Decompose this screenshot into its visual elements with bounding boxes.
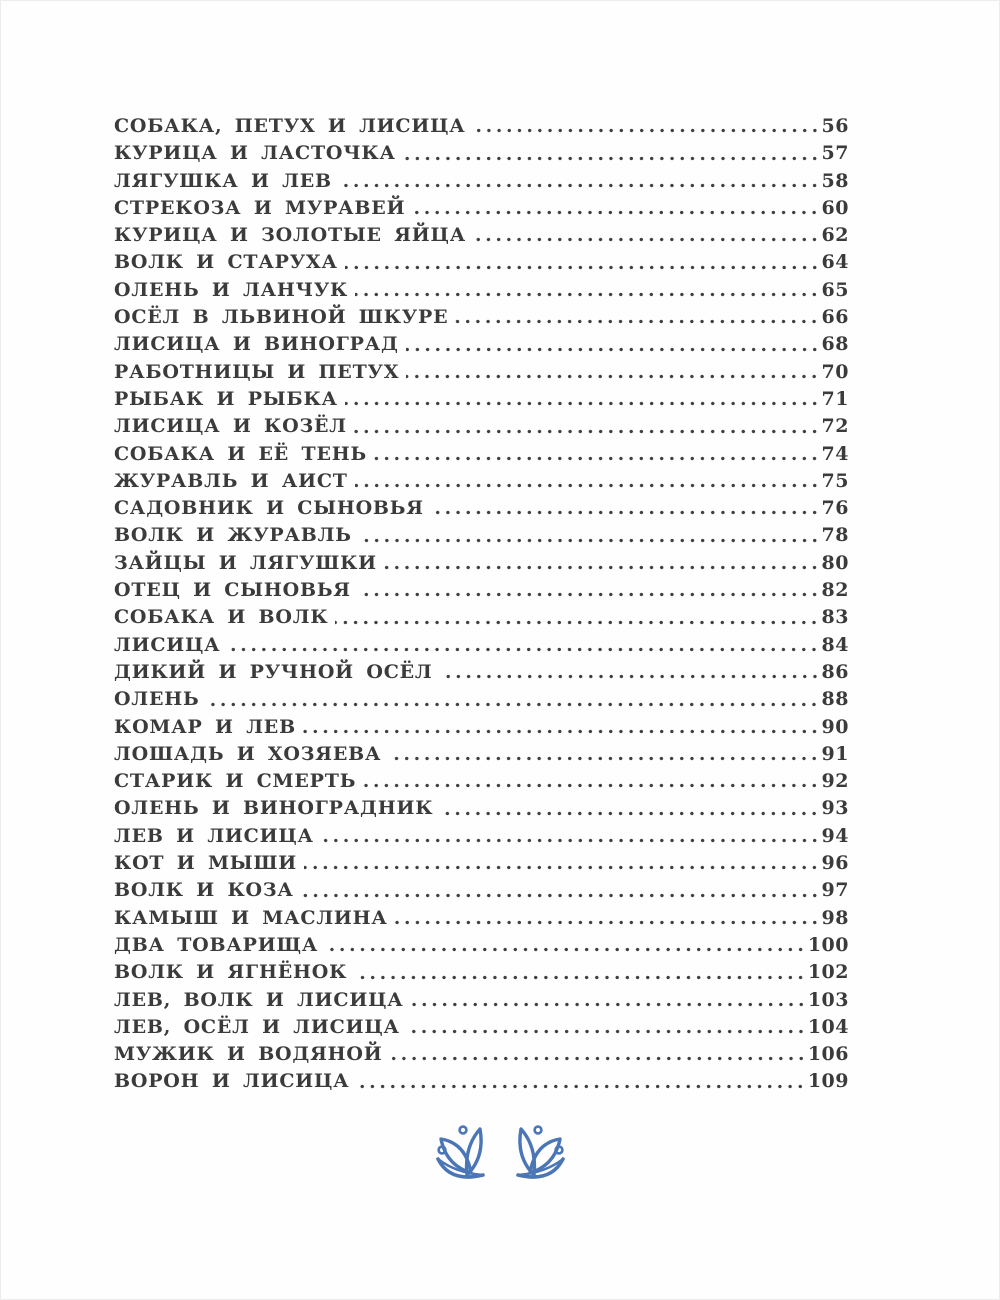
toc-entry-title: ВОЛК И КОЗА: [114, 879, 294, 902]
dot-leader: [354, 413, 821, 440]
toc-entry-title: КУРИЦА И ЛАСТОЧКА: [114, 142, 396, 165]
toc-entry-page: 65: [821, 278, 849, 301]
toc-entry-page: 71: [821, 387, 849, 410]
toc-entry-page: 70: [821, 360, 849, 383]
toc-entry-page: 80: [821, 551, 849, 574]
toc-entry: [114, 249, 849, 276]
toc-entry-title: СОБАКА И ВОЛК: [114, 606, 329, 629]
toc-entry-title: САДОВНИК И СЫНОВЬЯ: [114, 497, 424, 520]
toc-entry-title: КОМАР И ЛЕВ: [114, 715, 296, 738]
toc-entry: [114, 686, 849, 713]
toc-entry-page: 76: [821, 497, 849, 520]
dot-leader: [358, 577, 821, 604]
toc-entry: [114, 823, 849, 850]
dot-leader: [355, 468, 821, 495]
toc-entry: [114, 1014, 849, 1041]
toc-entry-page: 98: [821, 906, 849, 929]
toc-entry-title: РАБОТНИЦЫ И ПЕТУХ: [114, 360, 400, 383]
toc-entry-page: 82: [821, 579, 849, 602]
toc-entry-page: 64: [821, 251, 849, 274]
toc-entry: [114, 1041, 849, 1068]
toc-entry-title: ДИКИЙ И РУЧНОЙ ОСЁЛ: [114, 660, 433, 683]
toc-entry: [114, 522, 849, 549]
toc-entry-page: 83: [821, 606, 849, 629]
toc-entry: [114, 168, 849, 195]
dot-leader: [455, 304, 820, 331]
dot-leader: [303, 714, 821, 741]
toc-entry-page: 72: [821, 415, 849, 438]
toc-entry-title: ЛЯГУШКА И ЛЕВ: [114, 169, 332, 192]
toc-entry: [114, 850, 849, 877]
leaf-ornament-right-icon: [509, 1121, 567, 1189]
dot-leader: [321, 823, 821, 850]
toc-entry-page: 97: [821, 879, 849, 902]
dot-leader: [431, 495, 821, 522]
dot-leader: [407, 1014, 807, 1041]
toc-entry-title: ЛОШАДЬ И ХОЗЯЕВА: [114, 742, 382, 765]
toc-entry: [114, 577, 849, 604]
toc-entry: [114, 659, 849, 686]
toc-entry-page: 91: [821, 742, 849, 765]
dot-leader: [440, 659, 821, 686]
toc-entry-page: 62: [821, 224, 849, 247]
toc-entry: [114, 359, 849, 386]
dot-leader: [406, 331, 821, 358]
toc-entry-title: ЛИСИЦА: [114, 633, 221, 656]
toc-entry-title: СОБАКА, ПЕТУХ И ЛИСИЦА: [114, 115, 466, 137]
toc-entry: [114, 304, 849, 331]
dot-leader: [359, 522, 821, 549]
toc-entry-title: ОТЕЦ И СЫНОВЬЯ: [114, 579, 351, 602]
toc-entry: [114, 714, 849, 741]
toc-entry-title: ВОРОН И ЛИСИЦА: [114, 1070, 350, 1093]
toc-entry-title: МУЖИК И ВОДЯНОЙ: [114, 1043, 383, 1066]
toc-entry-title: ЛЕВ И ЛИСИЦА: [114, 824, 314, 847]
dot-leader: [335, 604, 820, 631]
toc-entry-page: 104: [807, 1015, 849, 1038]
dot-leader: [355, 277, 820, 304]
dot-leader: [395, 905, 821, 932]
toc-entry-title: ЛЕВ, ВОЛК И ЛИСИЦА: [114, 988, 404, 1011]
toc-entry: [114, 932, 849, 959]
toc-entry-page: 56: [821, 115, 849, 137]
toc-entry-title: КАМЫШ И МАСЛИНА: [114, 906, 388, 929]
toc-entry-page: 100: [807, 933, 849, 956]
toc-entry: [114, 1068, 849, 1095]
toc-entry: [114, 386, 849, 413]
dot-leader: [411, 987, 807, 1014]
toc-entry-title: РЫБАК И РЫБКА: [114, 387, 338, 410]
toc-entry-title: КУРИЦА И ЗОЛОТЫЕ ЯЙЦА: [114, 224, 466, 247]
toc-entry-title: СОБАКА И ЕЁ ТЕНЬ: [114, 442, 367, 465]
toc-entry: [114, 877, 849, 904]
toc-entry-page: 75: [821, 469, 849, 492]
table-of-contents: [114, 113, 849, 1096]
toc-entry: [114, 495, 849, 522]
toc-entry: [114, 468, 849, 495]
toc-entry-page: 94: [821, 824, 849, 847]
toc-entry-page: 92: [821, 770, 849, 793]
toc-entry-title: ОЛЕНЬ И ВИНОГРАДНИК: [114, 797, 434, 820]
dot-leader: [384, 550, 821, 577]
toc-entry-page: 86: [821, 660, 849, 683]
dot-leader: [363, 768, 820, 795]
toc-entry-title: КОТ И МЫШИ: [114, 852, 298, 875]
dot-leader: [473, 113, 821, 140]
footer-ornaments: [1, 1121, 999, 1189]
dot-leader: [227, 632, 820, 659]
dot-leader: [412, 195, 820, 222]
toc-entry-page: 66: [821, 306, 849, 329]
toc-entry-title: ЗАЙЦЫ И ЛЯГУШКИ: [114, 551, 377, 574]
dot-leader: [354, 959, 807, 986]
toc-entry-title: ДВА ТОВАРИЩА: [114, 933, 319, 956]
toc-entry: [114, 795, 849, 822]
toc-entry-title: СТРЕКОЗА И МУРАВЕЙ: [114, 196, 406, 219]
toc-entry-title: ОЛЕНЬ: [114, 688, 200, 711]
toc-entry: [114, 905, 849, 932]
toc-entry-page: 93: [821, 797, 849, 820]
toc-entry-page: 109: [807, 1070, 849, 1093]
toc-entry: [114, 413, 849, 440]
toc-entry-title: ЖУРАВЛЬ И АИСТ: [114, 469, 348, 492]
toc-entry: [114, 331, 849, 358]
toc-entry-page: 102: [807, 961, 849, 984]
toc-entry-page: 88: [821, 688, 849, 711]
toc-entry: [114, 140, 849, 167]
toc-entry-title: ВОЛК И ЖУРАВЛЬ: [114, 524, 352, 547]
toc-entry: [114, 222, 849, 249]
dot-leader: [374, 441, 821, 468]
toc-entry-page: 78: [821, 524, 849, 547]
dot-leader: [356, 1068, 806, 1095]
toc-entry-page: 103: [807, 988, 849, 1011]
dot-leader: [473, 222, 821, 249]
toc-entry-title: ЛИСИЦА И ВИНОГРАД: [114, 333, 399, 356]
toc-entry: [114, 741, 849, 768]
dot-leader: [406, 359, 820, 386]
dot-leader: [440, 795, 820, 822]
toc-entry: [114, 987, 849, 1014]
toc-entry: [114, 113, 849, 140]
dot-leader: [390, 1041, 807, 1068]
toc-entry-title: ОЛЕНЬ И ЛАНЧУК: [114, 278, 349, 301]
toc-entry: [114, 632, 849, 659]
toc-entry: [114, 604, 849, 631]
toc-entry: [114, 959, 849, 986]
toc-entry: [114, 277, 849, 304]
dot-leader: [325, 932, 807, 959]
dot-leader: [388, 741, 820, 768]
dot-leader: [206, 686, 820, 713]
toc-entry-page: 74: [821, 442, 849, 465]
toc-entry-page: 106: [807, 1043, 849, 1066]
toc-entry-page: 60: [821, 196, 849, 219]
leaf-ornament-left-icon: [434, 1121, 492, 1189]
toc-entry-title: ВОЛК И ЯГНЁНОК: [114, 961, 348, 984]
dot-leader: [304, 850, 820, 877]
toc-entry: [114, 550, 849, 577]
dot-leader: [345, 386, 821, 413]
dot-leader: [345, 249, 821, 276]
toc-entry-title: СТАРИК И СМЕРТЬ: [114, 770, 357, 793]
toc-entry: [114, 195, 849, 222]
toc-entry-title: ВОЛК И СТАРУХА: [114, 251, 338, 274]
dot-leader: [403, 140, 821, 167]
toc-entry-title: ЛЕВ, ОСЁЛ И ЛИСИЦА: [114, 1015, 400, 1038]
toc-entry-page: 84: [821, 633, 849, 656]
toc-entry-page: 90: [821, 715, 849, 738]
toc-entry-page: 58: [821, 169, 849, 192]
toc-entry-page: 57: [821, 142, 849, 165]
toc-entry-page: 68: [821, 333, 849, 356]
toc-entry-title: ОСЁЛ В ЛЬВИНОЙ ШКУРЕ: [114, 306, 449, 329]
toc-entry: [114, 441, 849, 468]
toc-entry: [114, 768, 849, 795]
dot-leader: [301, 877, 821, 904]
toc-entry-title: ЛИСИЦА И КОЗЁЛ: [114, 415, 347, 438]
toc-entry-page: 96: [821, 852, 849, 875]
dot-leader: [339, 168, 821, 195]
